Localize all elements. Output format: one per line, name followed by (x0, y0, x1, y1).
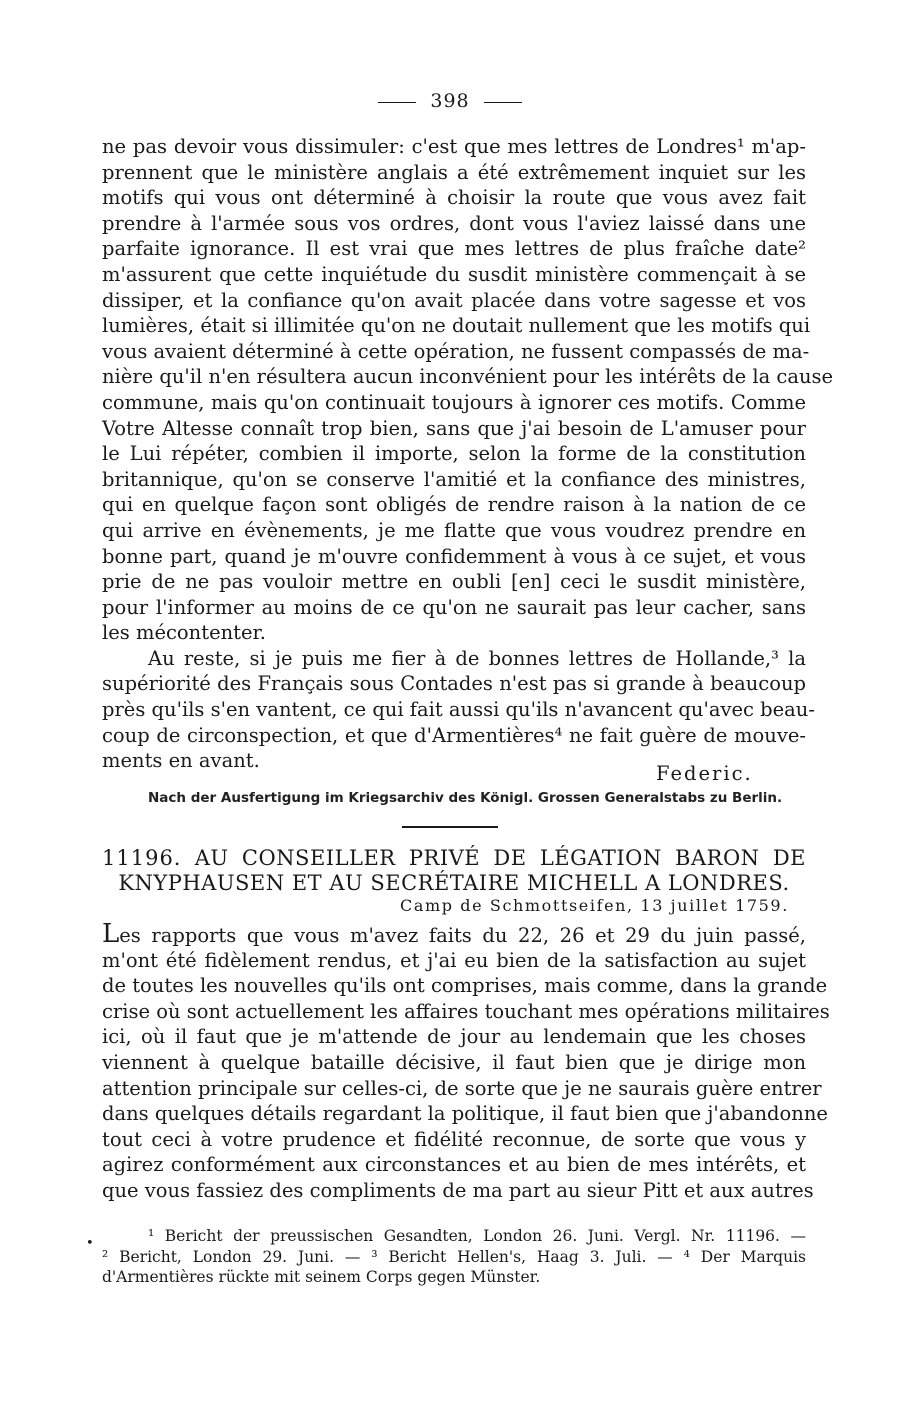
text-line: commune, mais qu'on continuait toujours à ignorer ces motifs. Comme (102, 390, 806, 414)
text-line: dissiper, et la confiance qu'on avait placée dans votre sagesse et vos (102, 288, 806, 312)
text-line: qui en quelque façon sont obligés de rendre raison à la nation de ce (102, 493, 806, 517)
text-line: lumières, était si illimitée qu'on ne doutait nullement que les motifs qui (102, 314, 811, 338)
text-line: ments en avant. (102, 749, 260, 773)
text-line: supériorité des Français sous Contades n'est pas si grande à beaucoup (102, 672, 806, 696)
text-line: qui arrive en évènements, je me flatte que vous voudrez prendre en (102, 518, 806, 542)
margin-dot: • (86, 1236, 94, 1251)
text-line: agirez conformément aux circonstances et au bien de mes intérêts, et (102, 1153, 806, 1177)
footnotes (102, 1226, 806, 1288)
text-line: prie de ne pas vouloir mettre en oubli [en] ceci le susdit ministère, (102, 570, 806, 594)
text-line: pour l'informer au moins de ce qu'on ne saurait pas leur cacher, sans (102, 595, 806, 619)
text-line: que vous fassiez des compliments de ma part au sieur Pitt et aux autres (102, 1178, 814, 1202)
page-number-text: 398 (430, 90, 470, 112)
text-line: le Lui répéter, combien il importe, selon la forme de la constitution (102, 442, 806, 466)
letter-number: 11196. (102, 846, 182, 870)
text-line: coup de circonspection, et que d'Armentières⁴ ne fait guère de mouve- (102, 723, 806, 747)
text-line: attention principale sur celles-ci, de sorte que je ne saurais guère entrer (102, 1076, 822, 1100)
page-number-dash-right (484, 102, 522, 103)
drop-cap: L (102, 919, 120, 949)
text-line: dans quelques détails regardant la politique, il faut bien que j'abandonne (102, 1102, 828, 1126)
dateline: Camp de Schmottseifen, 13 juillet 1759. (400, 896, 789, 915)
footnote-line: ¹ Bericht der preussischen Gesandten, London 26. Juni. Vergl. Nr. 11196. — (148, 1227, 806, 1245)
text-line: Au reste, si je puis me fier à de bonnes lettres de Hollande,³ la (148, 646, 806, 670)
text-line: prennent que le ministère anglais a été extrêmement inquiet sur les (102, 160, 806, 184)
text-line: tout ceci à votre prudence et fidélité reconnue, de sorte que vous y (102, 1127, 806, 1151)
text-line: m'ont été fidèlement rendus, et j'ai eu bien de la satisfaction au sujet (102, 948, 806, 972)
signature: Federic. (656, 762, 753, 785)
footnote-line: ² Bericht, London 29. Juni. — ³ Bericht Hellen's, Haag 3. Juli. — ⁴ Der Marquis (102, 1247, 806, 1266)
text-line: près qu'ils s'en vantent, ce qui fait aussi qu'ils n'avancent qu'avec beau- (102, 698, 815, 722)
text-line: viennent à quelque bataille décisive, il faut bien que je dirige mon (102, 1050, 806, 1074)
text-line: crise où sont actuellement les affaires touchant mes opérations militaires (102, 999, 830, 1023)
page-number (0, 90, 900, 112)
letter-heading-line-1 (102, 846, 806, 870)
text-line: m'assurent que cette inquiétude du susdit ministère commençait à se (102, 262, 806, 286)
text-line: bonne part, quand je m'ouvre confidemment à vous à ce sujet, et vous (102, 544, 806, 568)
text-line: prendre à l'armée sous vos ordres, dont vous l'aviez laissé dans une (102, 211, 806, 235)
page-number-dash-left (378, 102, 416, 103)
source-note: Nach der Ausfertigung im Kriegsarchiv des Königl. Grossen Generalstabs zu Berlin. (148, 790, 783, 806)
text-line: nière qu'il n'en résultera aucun inconvénient pour les intérêts de la cause (102, 365, 834, 389)
text-line: de toutes les nouvelles qu'ils ont comprises, mais comme, dans la grande (102, 974, 828, 998)
text-line: ne pas devoir vous dissimuler: c'est que mes lettres de Londres¹ m'ap- (102, 135, 806, 158)
footnote-line: d'Armentières rückte mit seinem Corps gegen Münster. (102, 1268, 541, 1287)
letter-body (102, 919, 830, 1204)
text-line: motifs qui vous ont déterminé à choisir la route que vous avez fait (102, 186, 806, 210)
section-divider (402, 826, 498, 828)
heading-text: AU CONSEILLER PRIVÉ DE LÉGATION BARON DE (194, 846, 806, 870)
text-line: parfaite ignorance. Il est vrai que mes lettres de plus fraîche date² (102, 237, 806, 261)
text-line (102, 919, 806, 949)
text-line: Votre Altesse connaît trop bien, sans que j'ai besoin de L'amuser pour (102, 416, 806, 440)
text-line: ici, où il faut que je m'attende de jour au lendemain que les choses (102, 1025, 806, 1049)
text-line: vous avaient déterminé à cette opération, ne fussent compassés de ma- (102, 339, 810, 363)
text-line: les mécontenter. (102, 621, 266, 645)
letter-heading-line-2: KNYPHAUSEN ET AU SECRÉTAIRE MICHELL A LONDRES. (118, 871, 790, 895)
first-line-rest: es rapports que vous m'avez faits du 22, 26 et 29 du juin passé, (119, 924, 806, 947)
text-line: britannique, qu'on se conserve l'amitié et la confiance des ministres, (102, 467, 806, 491)
letter-continuation-body (102, 134, 834, 774)
